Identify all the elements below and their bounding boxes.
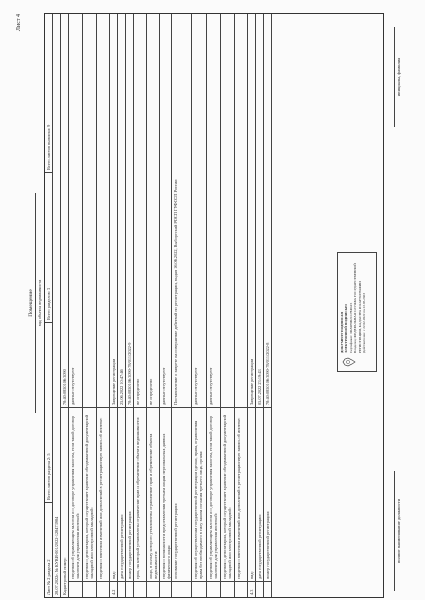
row-value — [235, 12, 247, 407]
row-label: номер государственной регистрации: — [126, 407, 133, 581]
row-value: данные отсутствуют — [193, 367, 198, 405]
row-number — [147, 581, 159, 597]
table-row — [97, 14, 110, 597]
date-row — [53, 14, 61, 597]
row-number — [83, 581, 96, 597]
row-number — [97, 581, 109, 597]
row-number — [256, 581, 263, 597]
row-value — [83, 12, 96, 407]
total-sections: Всего разделов: 3 — [45, 172, 52, 322]
row-number — [235, 581, 247, 597]
row-number — [172, 581, 191, 597]
name-caption: инициалы, фамилия — [394, 27, 401, 127]
e-signature-stamp — [337, 252, 377, 372]
table-row — [147, 14, 160, 597]
row-label: срок, на который установлены ограничение прав и обременение объекта недвижимости: — [134, 407, 146, 581]
stamp-line: Сертификат: 3DA9F0B21C7E46A5 — [348, 302, 353, 353]
row-label: вид: — [248, 407, 255, 581]
table-row — [221, 14, 235, 597]
sheet-number: Лист 4 — [16, 14, 22, 32]
table-row — [235, 14, 248, 597]
row-label: сведения об управляющем залогом и о договоре управления залогом, если такой договор заключен для управления ипотекой: — [69, 407, 82, 581]
table-row — [110, 14, 118, 597]
stamp-line: ЭЛЕКТРОННОЙ ПОДПИСЬЮ — [344, 304, 349, 353]
row-number — [207, 581, 220, 597]
rotated-extract — [14, 8, 416, 598]
row-value: Запрещение регистрации — [111, 358, 116, 405]
table-row — [69, 14, 83, 597]
extract-table — [44, 13, 401, 598]
row-number: 4.3 — [248, 581, 255, 597]
row-number — [118, 581, 125, 597]
table-row — [134, 14, 147, 597]
row-label: сведения о возможности предоставления третьим лицам персональных данных физического лица: — [160, 407, 171, 581]
stamp-line: ДОКУМЕНТ ПОДПИСАН — [340, 311, 344, 353]
row-number — [126, 581, 133, 597]
row-value: данные отсутствуют — [70, 367, 75, 405]
table-row — [264, 14, 272, 597]
table-row — [160, 14, 172, 597]
position-caption: полное наименование должности — [394, 471, 401, 591]
row-label: дата государственной регистрации: — [256, 407, 263, 581]
total-sheets-section: Всего листов раздела 2: 5 — [45, 322, 52, 502]
row-label: дата государственной регистрации: — [118, 407, 125, 581]
row-value: не определено — [148, 378, 153, 405]
row-number — [192, 581, 206, 597]
row-label: номер государственной регистрации: — [264, 407, 271, 581]
cadastral-row — [61, 14, 69, 597]
row-number: 4.2 — [110, 581, 117, 597]
table-row — [126, 14, 134, 597]
row-value: 78:40:0850106:3090-78/011/2022-8 — [265, 342, 270, 405]
row-number — [264, 581, 271, 597]
stamp-line: Владелец: ФЕДЕРАЛЬНАЯ СЛУЖБА ГОСУДАРСТВЕННОЙ — [353, 263, 358, 353]
row-number — [134, 581, 146, 597]
row-value: 05.07.2022 23:19:43 — [257, 369, 262, 405]
cadastral-value: 78:40:0850106:3090 — [62, 369, 67, 405]
row-label: сведения о депозитарии, который осуществляет хранение обездвиженной документарной закладной или электронной закладной: — [83, 407, 96, 581]
stamp-line: РЕГИСТРАЦИИ, КАДАСТРА И КАРТОГРАФИИ — [357, 281, 362, 353]
coat-of-arms-icon — [342, 356, 356, 368]
row-number — [160, 581, 171, 597]
row-value: данные отсутствуют — [161, 367, 166, 405]
row-label: сведения о внесении изменений или дополнений в регистрационную запись об ипотеке: — [97, 407, 109, 581]
counts-row — [45, 14, 53, 597]
cadastral-label: Кадастровый номер: — [61, 407, 68, 597]
object-title: Помещение — [28, 289, 34, 317]
total-sheets-extract: Всего листов выписки: 9 — [46, 124, 51, 170]
table-row — [256, 14, 264, 597]
table-row — [207, 14, 221, 597]
table-row — [118, 14, 126, 597]
row-label: основание государственной регистрации: — [172, 407, 191, 581]
row-number — [69, 581, 82, 597]
row-number — [221, 581, 234, 597]
row-label: сведения об управляющем залогом и о договоре управления залогом, если такой договор заключен для управления ипотекой: — [207, 407, 220, 581]
row-value: данные отсутствуют — [208, 367, 213, 405]
table-row — [192, 14, 207, 597]
row-label: сведения об осуществлении государственной регистрации сделки, права, ограничения права без необходимого в силу закона согласия третьего лица, органа: — [192, 407, 206, 581]
row-label: лицо, в пользу которого установлены ограничение прав и обременение объекта недвижимости: — [147, 407, 159, 581]
row-label: сведения о внесении изменений или дополнений в регистрационную запись об ипотеке: — [235, 407, 247, 581]
row-label: сведения о депозитарии, который осуществляет хранение обездвиженной документарной закладной или электронной закладной: — [221, 407, 234, 581]
table-row — [248, 14, 256, 597]
row-value: не определено — [135, 378, 140, 405]
table-row — [83, 14, 97, 597]
date-number: 28.07.2022г. № КУВИ-001/2022-128473984 — [54, 516, 59, 595]
stamp-line: Действителен: с 22.02.2022 по 22.05.2023 — [362, 293, 367, 353]
row-value: Запрещение регистрации — [249, 358, 254, 405]
row-value: Постановление о запрете на совершение действий по регистрации, выдан 16.06.2022, Выборгский РОСП ГУФССП России — [173, 179, 178, 405]
row-value: 78:40:0850106:3090-78/011/2022-9 — [127, 342, 132, 405]
row-value: 25.06.2022 10:47:46 — [119, 369, 124, 405]
table-row — [172, 14, 192, 597]
title-block — [28, 8, 43, 598]
object-subtitle: вид объекта недвижимости — [35, 193, 43, 413]
row-value — [97, 12, 109, 407]
sheet-of-section: Лист № 2 раздела 2 — [45, 502, 52, 597]
row-value — [221, 12, 234, 407]
row-label: вид: — [110, 407, 117, 581]
